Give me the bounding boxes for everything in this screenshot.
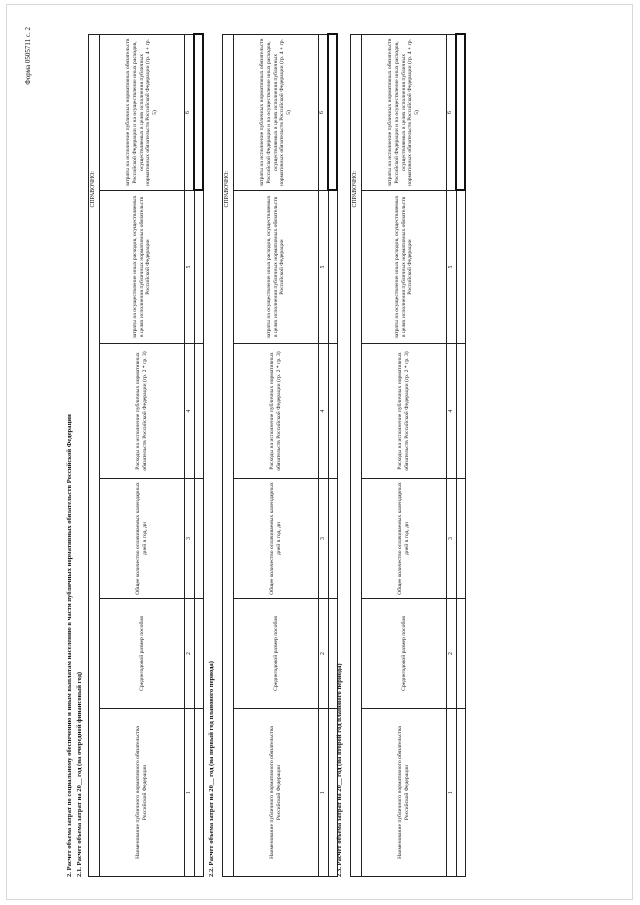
data-cell[interactable] [194,709,203,877]
column-number: 4 [319,344,329,479]
section-heading: 2. Расчет объема затрат по социальному обеспечению и иным выплатам населению в части публичных нормативных обязательств Российской Федерации [66,414,73,877]
data-cell[interactable] [456,479,465,599]
column-number: 6 [185,34,195,190]
column-number: 6 [447,34,457,190]
column-number: 5 [447,191,457,344]
column-header: Расходы на исполнение публичных нормативных обязательств Российской Федерации (гр. 2 * гр. 3) [100,344,185,479]
column-number: 3 [185,479,195,599]
column-header: Наименование публичного нормативного обязательства Российской Федерации [234,709,319,877]
data-cell[interactable] [456,344,465,479]
column-header: затраты на исполнение публичных нормативных обязательств Российской Федерации и на осуществление иных расходов, осуществляемых в целях исполнения публичных нормативных обязательств Российской Федерации (гр. 4 + гр. 5) [234,34,319,190]
calc-table-2-2 [222,33,338,877]
data-cell[interactable] [194,34,203,190]
column-header: Среднегодовой размер пособия [100,599,185,709]
data-cell[interactable] [194,479,203,599]
column-header: Общее количество оплачиваемых календарных дней в год, дн [100,479,185,599]
column-number: 5 [319,191,329,344]
subsection-heading-2-3: 2.3. Расчет объема затрат на 20__ год (на второй год планового периода) [336,663,343,877]
column-number: 4 [185,344,195,479]
reference-label: СПРАВОЧНО: [351,34,362,343]
column-number: 2 [447,599,457,709]
column-number: 3 [319,479,329,599]
column-header: затраты на осуществление иных расходов, осуществляемых в целях исполнения публичных нормативных обязательств Российской Федерации [100,191,185,344]
column-number: 2 [185,599,195,709]
data-cell[interactable] [456,709,465,877]
calc-table-2-1 [88,33,204,877]
column-header: Наименование публичного нормативного обязательства Российской Федерации [100,709,185,877]
reference-gap [89,344,100,877]
data-cell[interactable] [194,344,203,479]
column-header: Общее количество оплачиваемых календарных дней в год, дн [234,479,319,599]
column-number: 3 [447,479,457,599]
subsection-heading-2-2: 2.2. Расчет объема затрат на 20__ год (на первый год планового периода) [208,661,215,877]
data-cell[interactable] [194,191,203,344]
column-header: Расходы на исполнение публичных нормативных обязательств Российской Федерации (гр. 2 * гр. 3) [362,344,447,479]
column-number: 1 [319,709,329,877]
column-number: 4 [447,344,457,479]
data-cell[interactable] [328,344,337,479]
reference-label: СПРАВОЧНО: [89,34,100,343]
column-number: 2 [319,599,329,709]
column-number: 1 [447,709,457,877]
data-cell[interactable] [456,191,465,344]
column-header: Наименование публичного нормативного обязательства Российской Федерации [362,709,447,877]
reference-gap [351,344,362,877]
calc-table-2-3 [350,33,466,877]
column-number: 1 [185,709,195,877]
reference-gap [223,344,234,877]
data-cell[interactable] [328,479,337,599]
column-header: Общее количество оплачиваемых календарных дней в год, дн [362,479,447,599]
column-header: затраты на осуществление иных расходов, осуществляемых в целях исполнения публичных нормативных обязательств Российской Федерации [234,191,319,344]
column-header: Среднегодовой размер пособия [234,599,319,709]
column-number: 6 [319,34,329,190]
rotated-page [20,25,620,885]
data-cell[interactable] [194,599,203,709]
data-cell[interactable] [328,191,337,344]
column-number: 5 [185,191,195,344]
column-header: затраты на осуществление иных расходов, осуществляемых в целях исполнения публичных нормативных обязательств Российской Федерации [362,191,447,344]
data-cell[interactable] [456,599,465,709]
data-cell[interactable] [456,34,465,190]
form-id: Форма 0505711 с. 2 [24,27,32,85]
column-header: Среднегодовой размер пособия [362,599,447,709]
column-header: затраты на исполнение публичных нормативных обязательств Российской Федерации и на осуществление иных расходов, осуществляемых в целях исполнения публичных нормативных обязательств Российской Федерации (гр. 4 + гр. 5) [100,34,185,190]
column-header: затраты на исполнение публичных нормативных обязательств Российской Федерации и на осуществление иных расходов, осуществляемых в целях исполнения публичных нормативных обязательств Российской Федерации (гр. 4 + гр. 5) [362,34,447,190]
reference-label: СПРАВОЧНО: [223,34,234,343]
subsection-heading-2-1: 2.1. Расчет объема затрат на 20__ год (на очередной финансовый год) [76,671,83,877]
data-cell[interactable] [328,34,337,190]
column-header: Расходы на исполнение публичных нормативных обязательств Российской Федерации (гр. 2 * гр. 3) [234,344,319,479]
